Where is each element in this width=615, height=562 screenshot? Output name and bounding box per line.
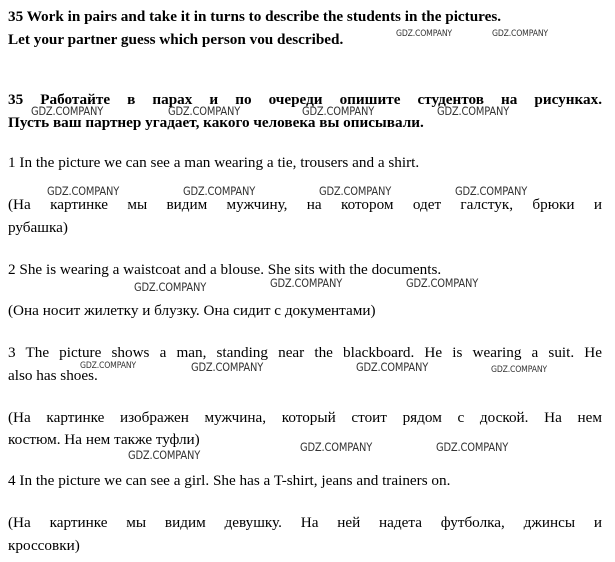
watermark: GDZ.COMPANY: [80, 361, 136, 371]
answer-1-english: 1 In the picture we can see a man wearing a tie, trousers and a shirt.: [8, 154, 420, 171]
watermark: GDZ.COMPANY: [191, 360, 264, 374]
task-heading-russian-line-1: 35 Работайте в парах и по очереди опишите студентов на рисунках.: [8, 91, 602, 108]
answer-3-russian-line-1: (На картинке изображен мужчина, который стоит рядом с доской. На нем: [8, 409, 602, 426]
watermark: GDZ.COMPANY: [270, 276, 343, 290]
answer-4-english: 4 In the picture we can see a girl. She has a T-shirt, jeans and trainers on.: [8, 472, 451, 489]
watermark: GDZ.COMPANY: [492, 29, 548, 39]
answer-4-russian-line-1: (На картинке мы видим девушку. На ней надета футболка, джинсы и: [8, 514, 602, 531]
watermark: GDZ.COMPANY: [436, 440, 509, 454]
watermark: GDZ.COMPANY: [168, 104, 241, 118]
answer-2-russian: (Она носит жилетку и блузку. Она сидит с документами): [8, 302, 376, 319]
watermark: GDZ.COMPANY: [455, 184, 528, 198]
watermark: GDZ.COMPANY: [396, 29, 452, 39]
watermark: GDZ.COMPANY: [319, 184, 392, 198]
watermark: GDZ.COMPANY: [47, 184, 120, 198]
watermark: GDZ.COMPANY: [356, 360, 429, 374]
watermark: GDZ.COMPANY: [406, 276, 479, 290]
watermark: GDZ.COMPANY: [437, 104, 510, 118]
answer-1-russian-line-2: рубашка): [8, 219, 68, 236]
watermark: GDZ.COMPANY: [302, 104, 375, 118]
answer-2-english: 2 She is wearing a waistcoat and a blouse. She sits with the documents.: [8, 261, 442, 278]
answer-3-english-line-2: also has shoes.: [8, 367, 98, 384]
watermark: GDZ.COMPANY: [183, 184, 256, 198]
task-heading-russian-line-2: Пусть ваш партнер угадает, какого человека вы описывали.: [8, 114, 424, 131]
answer-3-english-line-1: 3 The picture shows a man, standing near the blackboard. He is wearing a suit. He: [8, 344, 602, 361]
answer-3-russian-line-2: костюм. На нем также туфли): [8, 431, 200, 448]
answer-4-russian-line-2: кроссовки): [8, 537, 80, 554]
watermark: GDZ.COMPANY: [31, 104, 104, 118]
watermark: GDZ.COMPANY: [128, 448, 201, 462]
task-heading-english-line-2: Let your partner guess which person vou described.: [8, 31, 344, 48]
task-heading-english-line-1: 35 Work in pairs and take it in turns to describe the students in the pictures.: [8, 8, 502, 25]
watermark: GDZ.COMPANY: [134, 280, 207, 294]
watermark: GDZ.COMPANY: [491, 365, 547, 375]
watermark: GDZ.COMPANY: [300, 440, 373, 454]
answer-1-russian-line-1: (На картинке мы видим мужчину, на котором одет галстук, брюки и: [8, 196, 602, 213]
